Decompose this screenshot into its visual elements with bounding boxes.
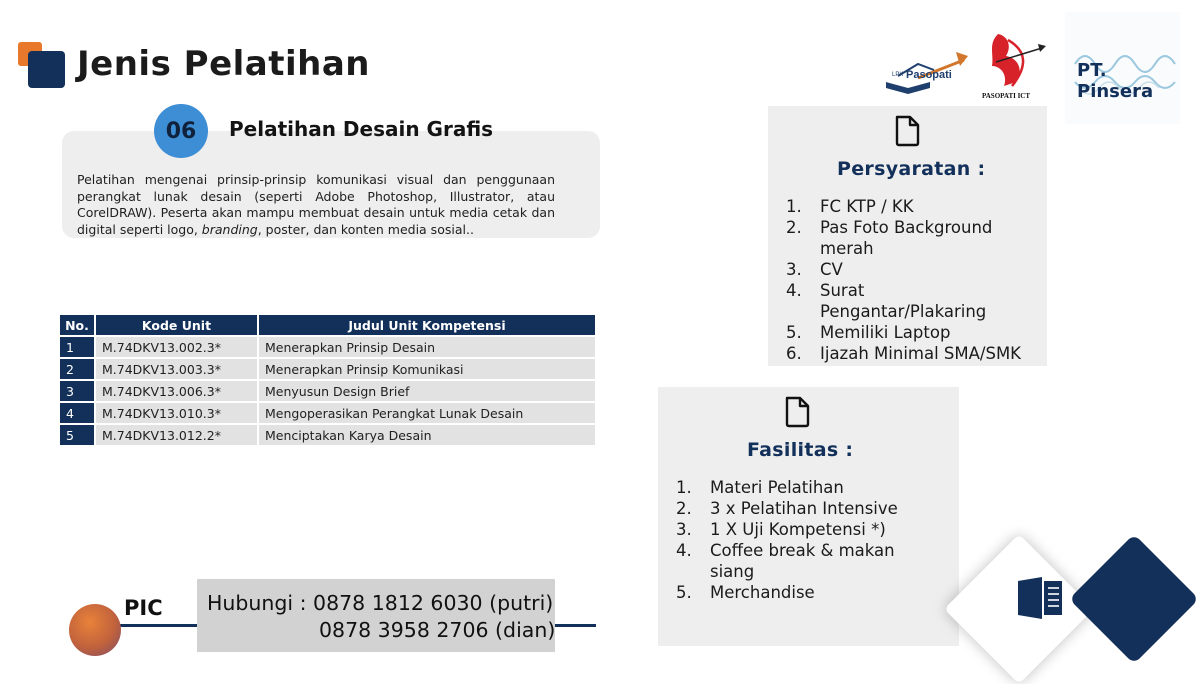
- row-judul: Menciptakan Karya Desain: [259, 425, 595, 445]
- list-item: 5. Memiliki Laptop: [786, 323, 951, 342]
- row-no: 4: [60, 403, 96, 423]
- description-text-1: Pelatihan mengenai prinsip-prinsip komunikasi visual dan penggunaan perangkat lunak desain (seperti Adobe Photoshop, Illustrator, atau CorelDRAW). Peserta akan mampu membuat desain untuk media cetak dan digital seperti logo,: [77, 172, 555, 237]
- lpk-prefix: LPK: [892, 72, 904, 78]
- table-row: [60, 403, 595, 423]
- row-no: 2: [60, 359, 96, 379]
- lpk-name: Pasopati: [906, 69, 952, 81]
- list-item: 2. Pas Foto Background merah: [786, 218, 993, 258]
- brand-mark: [18, 42, 68, 88]
- table-row: [60, 359, 595, 379]
- list-item: 5. Merchandise: [676, 583, 815, 602]
- facilities-panel: [658, 387, 959, 646]
- row-kode: M.74DKV13.002.3*: [96, 337, 259, 357]
- pt-pinsera-logo: [1065, 12, 1180, 124]
- pic-circle-icon: [69, 604, 121, 656]
- row-judul: Menyusun Design Brief: [259, 381, 595, 401]
- list-item: 2. 3 x Pelatihan Intensive: [676, 499, 898, 518]
- description-text-2: , poster, dan konten media sosial..: [257, 221, 474, 237]
- row-no: 5: [60, 425, 96, 445]
- list-item: 3. 1 X Uji Kompetensi *): [676, 520, 886, 539]
- document-stack-icon: [1016, 575, 1064, 621]
- navy-square-icon: [28, 51, 65, 88]
- header-kode: Kode Unit: [96, 315, 259, 335]
- list-item: 4. Coffee break & makan siang: [676, 541, 895, 581]
- list-item: 1. Materi Pelatihan: [676, 478, 844, 497]
- page-title: Jenis Pelatihan: [77, 44, 370, 84]
- pasopati-ict-logo: [978, 26, 1048, 102]
- lpk-pasopati-logo: [878, 38, 974, 96]
- header-judul: Judul Unit Kompetensi: [259, 315, 595, 335]
- requirements-panel: [768, 106, 1047, 366]
- facilities-title: Fasilitas :: [747, 439, 854, 461]
- table-header-row: [60, 315, 595, 335]
- row-kode: M.74DKV13.006.3*: [96, 381, 259, 401]
- requirements-list: [786, 196, 1046, 364]
- list-item: 4. Surat Pengantar/Plakaring: [786, 281, 987, 321]
- list-item: 3. CV: [786, 260, 843, 279]
- row-no: 3: [60, 381, 96, 401]
- row-judul: Menerapkan Prinsip Desain: [259, 337, 595, 357]
- contact-phone-2: 0878 3958 2706 (dian): [319, 618, 556, 642]
- requirements-title: Persyaratan :: [837, 158, 986, 180]
- training-description: [77, 172, 555, 238]
- training-title: Pelatihan Desain Grafis: [229, 117, 494, 141]
- pic-label: PIC: [124, 596, 163, 620]
- document-icon: [891, 114, 923, 148]
- facilities-list: [676, 477, 956, 603]
- row-judul: Menerapkan Prinsip Komunikasi: [259, 359, 595, 379]
- contact-phone-1: Hubungi : 0878 1812 6030 (putri): [207, 591, 554, 615]
- competency-table: [60, 313, 595, 447]
- ict-name: PASOPATI ICT: [982, 92, 1031, 100]
- header-no: No.: [60, 315, 96, 335]
- row-no: 1: [60, 337, 96, 357]
- document-icon: [781, 395, 813, 429]
- table-row: [60, 337, 595, 357]
- decor-navy-diamond: [1069, 534, 1199, 664]
- table-row: [60, 425, 595, 445]
- pinsera-name: PT. Pinsera: [1077, 60, 1154, 102]
- row-kode: M.74DKV13.012.2*: [96, 425, 259, 445]
- description-emphasis: branding: [201, 221, 258, 237]
- training-number-badge: 06: [154, 104, 208, 158]
- list-item: 1. FC KTP / KK: [786, 197, 914, 216]
- row-kode: M.74DKV13.010.3*: [96, 403, 259, 423]
- row-kode: M.74DKV13.003.3*: [96, 359, 259, 379]
- table-row: [60, 381, 595, 401]
- row-judul: Mengoperasikan Perangkat Lunak Desain: [259, 403, 595, 423]
- list-item: 6. Ijazah Minimal SMA/SMK: [786, 344, 1021, 363]
